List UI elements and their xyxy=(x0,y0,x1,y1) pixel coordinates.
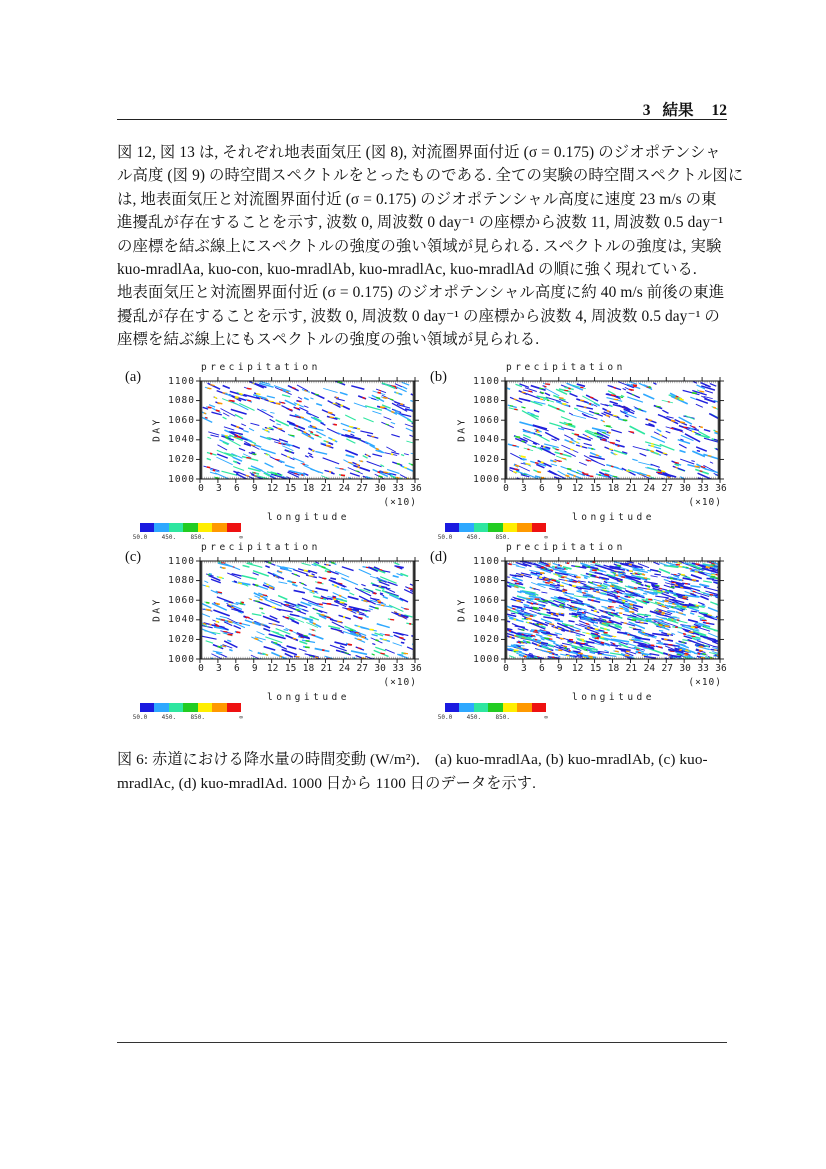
colorbar-segment xyxy=(459,523,473,532)
colorbar xyxy=(140,523,241,532)
x-tick-label: 33 xyxy=(697,483,709,494)
colorbar-segment xyxy=(227,523,241,532)
y-tick-label: 1060 xyxy=(473,594,500,606)
colorbar-segment xyxy=(154,703,168,712)
colorbar-label: 450. xyxy=(466,533,482,541)
colorbar-segment xyxy=(532,703,546,712)
panel-letter-label: (c) xyxy=(125,549,142,565)
colorbar-label: 850. xyxy=(495,713,510,721)
colorbar-segment xyxy=(169,703,183,712)
y-tick-label: 1080 xyxy=(473,575,500,587)
y-tick-label: 1040 xyxy=(473,434,500,446)
colorbar-segment xyxy=(503,703,517,712)
panel-b xyxy=(430,362,732,540)
x-scale-note: (×10) xyxy=(688,677,722,688)
colorbar xyxy=(445,523,546,532)
colorbar-label: 50.0 xyxy=(437,533,453,541)
x-tick-label: 21 xyxy=(320,663,333,674)
colorbar-label: ∞ xyxy=(239,713,243,721)
footer-rule xyxy=(117,1042,727,1043)
y-tick-label: 1040 xyxy=(473,614,500,626)
x-tick-label: 0 xyxy=(503,483,509,494)
x-tick-label: 27 xyxy=(356,663,368,674)
section-title: 結果 xyxy=(662,102,694,119)
colorbar-segment xyxy=(474,523,488,532)
y-tick-label: 1060 xyxy=(168,594,195,606)
panel-letter-label: (d) xyxy=(430,549,447,565)
colorbar-label: 450. xyxy=(161,713,177,721)
colorbar-segment xyxy=(212,523,226,532)
y-tick-label: 1060 xyxy=(473,414,500,426)
y-tick-label: 1020 xyxy=(168,453,195,465)
x-tick-label: 12 xyxy=(266,483,279,494)
y-tick-label: 1020 xyxy=(473,453,500,465)
x-scale-note: (×10) xyxy=(383,677,417,688)
x-tick-label: 18 xyxy=(302,483,315,494)
panel-c xyxy=(125,542,427,720)
x-tick-label: 15 xyxy=(284,663,297,674)
colorbar-segment xyxy=(503,523,517,532)
colorbar-label: 850. xyxy=(190,713,205,721)
hovmoller-plot xyxy=(195,556,422,668)
x-tick-label: 0 xyxy=(198,663,204,674)
y-tick-label: 1080 xyxy=(473,395,500,407)
x-axis-label: longitude xyxy=(572,512,655,523)
x-tick-label: 30 xyxy=(679,483,691,494)
y-tick-label: 1100 xyxy=(473,555,500,567)
x-tick-label: 12 xyxy=(571,663,584,674)
colorbar-segment xyxy=(517,523,531,532)
colorbar-segment xyxy=(227,703,241,712)
colorbar-segment xyxy=(445,523,459,532)
header-rule xyxy=(117,119,727,120)
x-tick-label: 6 xyxy=(233,483,240,494)
figure-panels xyxy=(125,362,737,722)
x-tick-label: 33 xyxy=(392,483,404,494)
body-paragraph xyxy=(117,141,744,352)
x-tick-label: 36 xyxy=(715,483,727,494)
paragraph-line: kuo-mradlAa, kuo-con, kuo-mradlAb, kuo-mradlAc, kuo-mradlAd の順に強く現れている. xyxy=(117,260,697,278)
colorbar-segment xyxy=(488,523,502,532)
colorbar-label: ∞ xyxy=(544,533,548,541)
colorbar-label: 450. xyxy=(466,713,482,721)
x-tick-label: 21 xyxy=(320,483,333,494)
colorbar-label: ∞ xyxy=(544,713,548,721)
colorbar-label: ∞ xyxy=(239,533,243,541)
x-axis-label: longitude xyxy=(572,692,655,703)
colorbar-label: 50.0 xyxy=(132,533,148,541)
colorbar-segment xyxy=(140,523,154,532)
x-tick-label: 6 xyxy=(233,663,240,674)
plot-title: precipitation xyxy=(506,362,626,373)
x-tick-label: 12 xyxy=(266,663,279,674)
y-tick-label: 1040 xyxy=(168,614,195,626)
y-tick-label: 1000 xyxy=(168,653,195,665)
x-tick-label: 27 xyxy=(356,483,368,494)
x-tick-label: 3 xyxy=(216,663,222,674)
x-tick-label: 0 xyxy=(198,483,204,494)
y-tick-label: 1000 xyxy=(168,473,195,485)
paragraph-line: 座標を結ぶ線上にもスペクトルの強度の強い領域が見られる. xyxy=(117,331,540,349)
colorbar-segment xyxy=(488,703,502,712)
colorbar-label: 50.0 xyxy=(132,713,148,721)
x-tick-label: 9 xyxy=(251,663,258,674)
x-tick-label: 12 xyxy=(571,483,584,494)
hovmoller-plot xyxy=(500,556,727,668)
x-tick-label: 24 xyxy=(338,483,351,494)
x-tick-label: 18 xyxy=(302,663,315,674)
panel-letter-label: (a) xyxy=(125,369,142,385)
x-tick-label: 27 xyxy=(661,483,673,494)
colorbar-segment xyxy=(459,703,473,712)
plot-title: precipitation xyxy=(506,542,626,553)
x-tick-label: 15 xyxy=(589,663,602,674)
caption-line: 図 6: 赤道における降水量の時間変動 (W/m²)． (a) kuo-mradlAa, (b) kuo-mradlAb, (c) kuo- xyxy=(117,751,708,768)
colorbar-segment xyxy=(474,703,488,712)
x-scale-note: (×10) xyxy=(383,497,417,508)
y-tick-label: 1100 xyxy=(473,375,500,387)
colorbar-segment xyxy=(517,703,531,712)
x-axis-label: longitude xyxy=(267,512,350,523)
x-tick-label: 18 xyxy=(607,663,620,674)
x-tick-label: 3 xyxy=(216,483,222,494)
y-tick-label: 1000 xyxy=(473,653,500,665)
y-tick-label: 1040 xyxy=(168,434,195,446)
paragraph-line: 擾乱が存在することを示す, 波数 0, 周波数 0 day⁻¹ の座標から波数 4, 周波数 0.5 day⁻¹ の xyxy=(117,307,720,325)
colorbar-segment xyxy=(445,703,459,712)
colorbar-segment xyxy=(198,523,212,532)
paragraph-line: 地表面気圧と対流圏界面付近 (σ = 0.175) のジオポテンシャル高度に約 40 m/s 前後の東進 xyxy=(117,284,725,302)
colorbar-label: 50.0 xyxy=(437,713,453,721)
colorbar xyxy=(445,703,546,712)
colorbar-segment xyxy=(532,523,546,532)
x-axis-label: longitude xyxy=(267,692,350,703)
plot-title: precipitation xyxy=(201,362,321,373)
x-tick-label: 24 xyxy=(643,663,656,674)
colorbar-segment xyxy=(169,523,183,532)
x-tick-label: 24 xyxy=(643,483,656,494)
x-tick-label: 24 xyxy=(338,663,351,674)
x-tick-label: 36 xyxy=(715,663,727,674)
x-tick-label: 27 xyxy=(661,663,673,674)
x-tick-label: 9 xyxy=(556,663,563,674)
colorbar-segment xyxy=(198,703,212,712)
figure-caption xyxy=(117,748,731,796)
x-tick-label: 15 xyxy=(284,483,297,494)
colorbar-segment xyxy=(212,703,226,712)
x-tick-label: 6 xyxy=(538,483,545,494)
paragraph-line: ル高度 (図 9) の時空間スペクトルをとったものである. 全ての実験の時空間スペクトル図に xyxy=(117,167,744,185)
panel-d xyxy=(430,542,732,720)
y-axis-label: DAY xyxy=(151,417,163,442)
colorbar-label: 850. xyxy=(190,533,205,541)
colorbar-label: 450. xyxy=(161,533,177,541)
x-tick-label: 30 xyxy=(679,663,691,674)
y-tick-label: 1080 xyxy=(168,395,195,407)
page-number: 12 xyxy=(711,102,727,119)
paragraph-line: 進擾乱が存在することを示す, 波数 0, 周波数 0 day⁻¹ の座標から波数 11, 周波数 0.5 day⁻¹ xyxy=(117,214,724,232)
paragraph-line: の座標を結ぶ線上にスペクトルの強度の強い領域が見られる. スペクトルの強度は, 実験 xyxy=(117,237,722,255)
x-tick-label: 21 xyxy=(625,483,638,494)
colorbar-segment xyxy=(154,523,168,532)
section-number: 3 xyxy=(642,102,651,119)
x-tick-label: 21 xyxy=(625,663,638,674)
colorbar-segment xyxy=(183,703,197,712)
x-tick-label: 30 xyxy=(374,663,386,674)
y-axis-label: DAY xyxy=(456,417,468,442)
x-tick-label: 0 xyxy=(503,663,509,674)
hovmoller-plot xyxy=(195,376,422,488)
x-tick-label: 3 xyxy=(521,663,527,674)
colorbar-segment xyxy=(183,523,197,532)
colorbar xyxy=(140,703,241,712)
colorbar-label: 850. xyxy=(495,533,510,541)
hovmoller-plot xyxy=(500,376,727,488)
y-tick-label: 1060 xyxy=(168,414,195,426)
y-tick-label: 1000 xyxy=(473,473,500,485)
colorbar-segment xyxy=(140,703,154,712)
x-tick-label: 9 xyxy=(556,483,563,494)
x-tick-label: 6 xyxy=(538,663,545,674)
x-scale-note: (×10) xyxy=(688,497,722,508)
x-tick-label: 36 xyxy=(410,483,422,494)
x-tick-label: 18 xyxy=(607,483,620,494)
paragraph-line: は, 地表面気圧と対流圏界面付近 (σ = 0.175) のジオポテンシャル高度に速度 23 m/s の東 xyxy=(117,190,717,208)
y-axis-label: DAY xyxy=(456,597,468,622)
y-tick-label: 1020 xyxy=(473,633,500,645)
x-tick-label: 33 xyxy=(392,663,404,674)
x-tick-label: 33 xyxy=(697,663,709,674)
x-tick-label: 36 xyxy=(410,663,422,674)
plot-title: precipitation xyxy=(201,542,321,553)
caption-line: mradlAc, (d) kuo-mradlAd. 1000 日から 1100 日のデータを示す. xyxy=(117,775,536,792)
x-tick-label: 30 xyxy=(374,483,386,494)
y-tick-label: 1100 xyxy=(168,375,195,387)
y-tick-label: 1020 xyxy=(168,633,195,645)
x-tick-label: 15 xyxy=(589,483,602,494)
y-tick-label: 1100 xyxy=(168,555,195,567)
paragraph-line: 図 12, 図 13 は, それぞれ地表面気圧 (図 8), 対流圏界面付近 (σ = 0.175) のジオポテンシャ xyxy=(117,144,721,161)
x-tick-label: 9 xyxy=(251,483,258,494)
page-header xyxy=(117,98,727,120)
y-tick-label: 1080 xyxy=(168,575,195,587)
y-axis-label: DAY xyxy=(151,597,163,622)
x-tick-label: 3 xyxy=(521,483,527,494)
panel-a xyxy=(125,362,427,540)
panel-letter-label: (b) xyxy=(430,369,447,385)
